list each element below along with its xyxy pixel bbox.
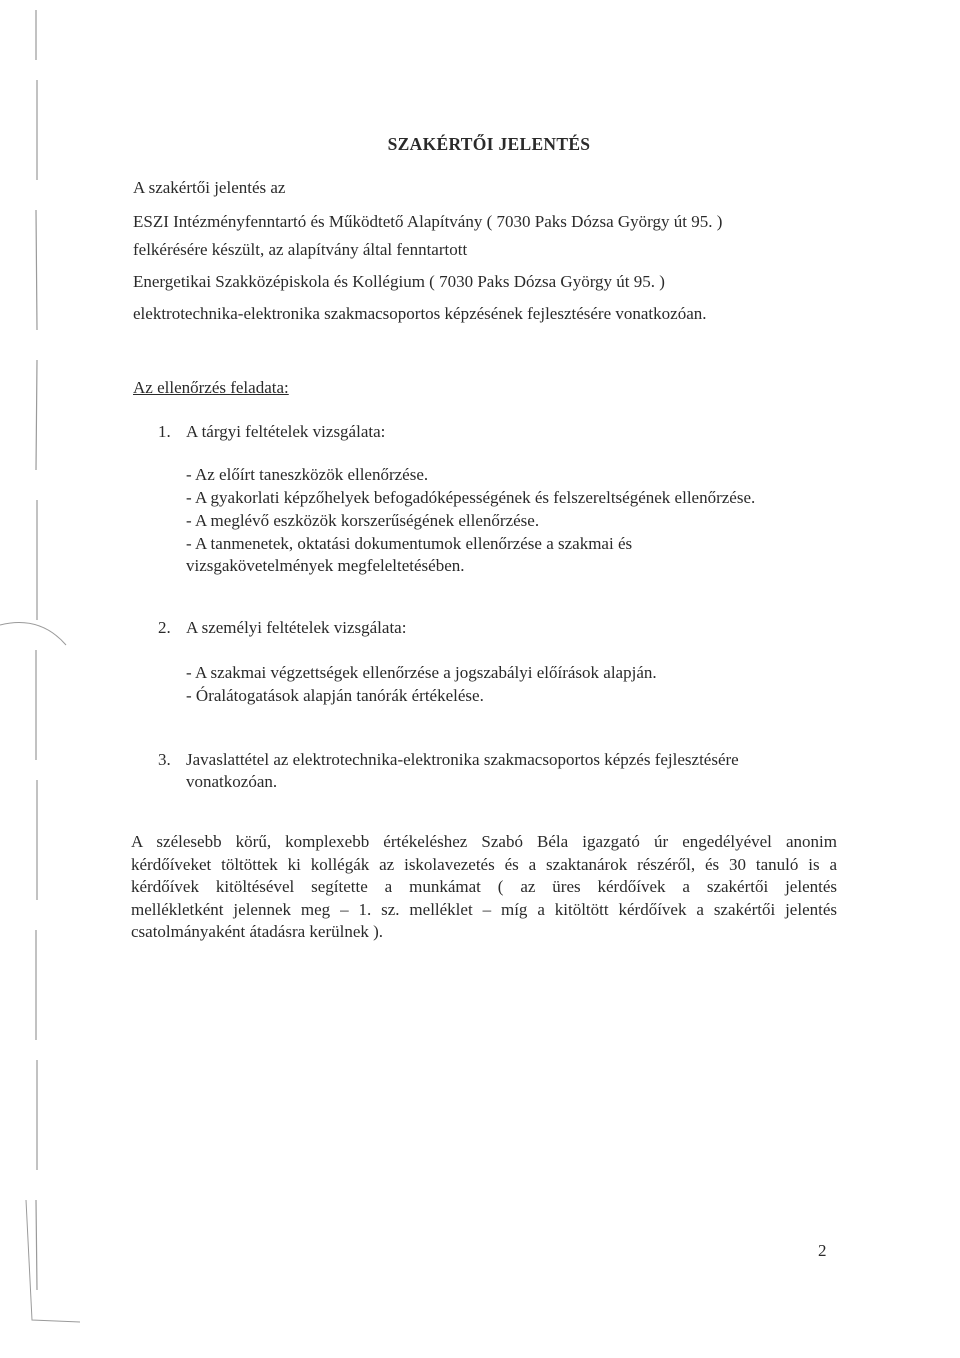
intro-line-4: Energetikai Szakközépiskola és Kollégium ( 7030 Paks Dózsa György út 95. ) <box>133 272 665 291</box>
section-2-number: 2. <box>158 618 171 637</box>
closing-line-3: kérdőívek kitöltésével segítette a munkámat ( az üres kérdőívek a szakértői jelentés <box>131 877 837 896</box>
section-1-item-4: - A tanmenetek, oktatási dokumentumok ellenőrzése a szakmai és <box>186 534 633 553</box>
closing-paragraph <box>131 831 837 944</box>
section-1-item-1: - Az előírt taneszközök ellenőrzése. <box>186 465 429 484</box>
scan-edge-artifact <box>0 0 80 1358</box>
section-2-item-1: - A szakmai végzettségek ellenőrzése a jogszabályi előírások alapján. <box>186 663 657 682</box>
intro-line-1: A szakértői jelentés az <box>133 178 286 197</box>
intro-line-2: ESZI Intézményfenntartó és Működtető Alapítvány ( 7030 Paks Dózsa György út 95. ) <box>133 212 723 231</box>
section-3-title-line-2: vonatkozóan. <box>186 772 278 791</box>
closing-line-4: mellékletként jelennek meg – 1. sz. melléklet – míg a kitöltött kérdőívek a szakértői jelentés <box>131 899 837 919</box>
intro-line-5: elektrotechnika-elektronika szakmacsoportos képzésének fejlesztésére vonatkozóan. <box>133 304 707 323</box>
section-3-title-line-1: Javaslattétel az elektrotechnika-elektronika szakmacsoportos képzés fejlesztésére <box>186 750 739 769</box>
section-2-item-2: - Óralátogatások alapján tanórák értékelése. <box>186 686 484 705</box>
closing-line-1: A szélesebb körű, komplexebb értékeléshez Szabó Béla igazgató úr engedélyével anonim <box>131 832 837 851</box>
section-1-number: 1. <box>158 422 171 441</box>
section-1-title: A tárgyi feltételek vizsgálata: <box>186 422 386 441</box>
intro-line-3: felkérésére készült, az alapítvány által fenntartott <box>133 240 468 259</box>
closing-line-2: kérdőíveket töltöttek ki kollégák az iskolavezetés és a szaktanárok részéről, és 30 tanuló is a <box>131 854 837 874</box>
document-title: SZAKÉRTŐI JELENTÉS <box>387 134 591 154</box>
page-number: 2 <box>818 1241 827 1260</box>
section-2-title: A személyi feltételek vizsgálata: <box>186 618 407 637</box>
closing-line-5: csatolmányaként átadásra kerülnek ). <box>131 922 384 941</box>
section-1-item-2: - A gyakorlati képzőhelyek befogadóképességének és felszereltségének ellenőrzése. <box>186 488 756 507</box>
section-3-number: 3. <box>158 750 171 769</box>
tasks-heading: Az ellenőrzés feladata: <box>133 378 289 397</box>
section-1-item-3: - A meglévő eszközök korszerűségének ellenőrzése. <box>186 511 540 530</box>
section-1-item-5: vizsgakövetelmények megfeleltetésében. <box>186 556 465 575</box>
